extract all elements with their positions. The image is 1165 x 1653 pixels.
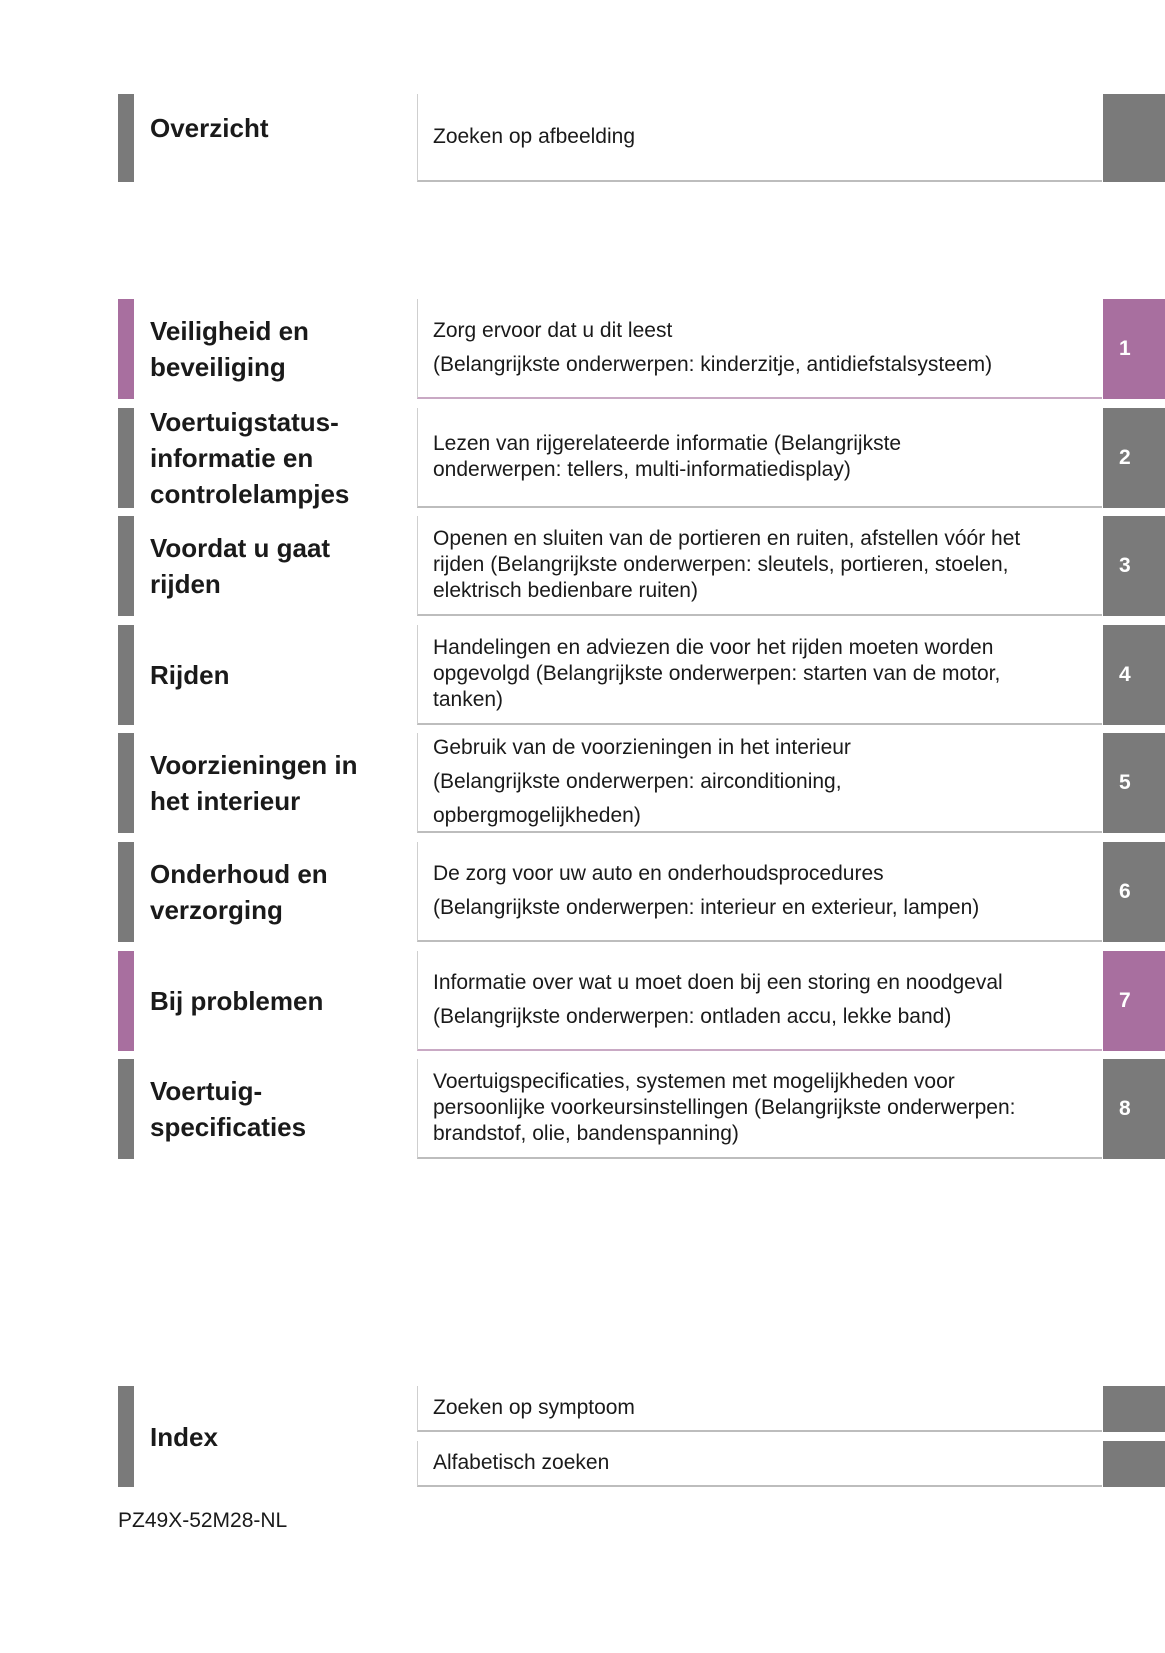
chapter-title: [150, 408, 410, 508]
section-bar: [118, 1059, 134, 1159]
chapter-row-8[interactable]: [118, 1059, 1165, 1159]
chapter-title-line: Onderhoud en: [150, 859, 328, 889]
chapter-title-line: Bij problemen: [150, 985, 324, 1016]
chapter-title: [150, 951, 410, 1051]
chapter-description-line: Handelingen en adviezen die voor het rijden moeten worden: [433, 635, 994, 659]
chapter-title-line: Veiligheid en: [150, 316, 309, 346]
chapter-description-line: (Belangrijkste onderwerpen: airconditioning,: [433, 770, 842, 794]
chapter-tab[interactable]: 7: [1103, 951, 1165, 1051]
chapter-title: [150, 516, 410, 616]
chapter-title: [150, 1059, 410, 1159]
chapter-title-line: Voertuig-: [150, 1076, 263, 1107]
chapter-description-line: (Belangrijkste onderwerpen: interieur en exterieur, lampen): [433, 896, 980, 919]
section-bar: [118, 951, 134, 1051]
chapter-description: [417, 1059, 1102, 1159]
overview-section[interactable]: [118, 94, 1165, 182]
index-item-label: Zoeken op symptoom: [433, 1396, 635, 1419]
chapter-title-line: beveiliging: [150, 352, 286, 382]
chapter-description-line: Openen en sluiten van de portieren en ruiten, afstellen vóór het: [433, 527, 1021, 551]
chapter-description: [417, 951, 1102, 1051]
overview-title: Overzicht: [150, 113, 269, 143]
index-tab[interactable]: [1103, 1441, 1165, 1487]
index-alphabetical-search[interactable]: [417, 1441, 1165, 1487]
chapter-row-2[interactable]: [118, 408, 1165, 508]
section-bar: [118, 1386, 134, 1487]
chapter-row-4[interactable]: [118, 625, 1165, 725]
chapter-description-line: opgevolgd (Belangrijkste onderwerpen: starten van de motor,: [433, 661, 1001, 685]
chapter-description: [417, 299, 1102, 399]
chapter-title-line: het interieur: [150, 786, 301, 817]
section-bar: [118, 94, 134, 182]
chapter-title-line: informatie en: [150, 442, 314, 473]
section-bar: [118, 625, 134, 725]
chapter-description-line: onderwerpen: tellers, multi-informatiedisplay): [433, 457, 851, 481]
chapter-description-line: (Belangrijkste onderwerpen: kinderzitje, antidiefstalsysteem): [433, 353, 993, 376]
overview-description-text: Zoeken op afbeelding: [433, 125, 635, 148]
chapter-description-line: Gebruik van de voorzieningen in het interieur: [433, 736, 851, 760]
chapter-description-line: tanken): [433, 687, 504, 711]
chapter-title-line: specificaties: [150, 1112, 307, 1143]
chapter-description-line: elektrisch bedienbare ruiten): [433, 579, 698, 603]
chapter-description-line: Voertuigspecificaties, systemen met mogelijkheden voor: [433, 1070, 955, 1094]
index-title: Index: [150, 1421, 218, 1452]
chapter-row-6[interactable]: [118, 842, 1165, 942]
chapter-row-7[interactable]: [118, 951, 1165, 1051]
chapter-description-line: (Belangrijkste onderwerpen: ontladen accu, lekke band): [433, 1004, 952, 1028]
chapter-description-line: De zorg voor uw auto en onderhoudsprocedures: [433, 862, 884, 885]
overview-description[interactable]: [417, 94, 1102, 182]
chapter-title: [150, 842, 410, 942]
section-bar: [118, 299, 134, 399]
chapter-description: [417, 408, 1102, 508]
chapter-description-line: rijden (Belangrijkste onderwerpen: sleutels, portieren, stoelen,: [433, 553, 1009, 577]
document-code: PZ49X-52M28-NL: [118, 1509, 288, 1532]
section-bar: [118, 842, 134, 942]
chapter-tab[interactable]: 1: [1103, 299, 1165, 399]
index-item-label: Alfabetisch zoeken: [433, 1451, 610, 1474]
chapter-tab[interactable]: 8: [1103, 1059, 1165, 1159]
chapter-title-line: Voordat u gaat: [150, 533, 331, 564]
chapter-tab[interactable]: 4: [1103, 625, 1165, 725]
chapter-title-line: Voertuigstatus-: [150, 406, 339, 437]
chapter-description-line: Zorg ervoor dat u dit leest: [433, 319, 673, 342]
chapter-description-line: brandstof, olie, bandenspanning): [433, 1122, 739, 1146]
chapter-row-1[interactable]: [118, 299, 1165, 399]
chapter-title-line: Rijden: [150, 659, 230, 690]
chapter-title: [150, 625, 410, 725]
chapter-description: [417, 733, 1102, 833]
section-bar: [118, 408, 134, 508]
chapter-title-line: controlelampjes: [150, 478, 350, 509]
chapter-description-line: Lezen van rijgerelateerde informatie (Belangrijkste: [433, 431, 902, 455]
chapter-title: [150, 299, 410, 399]
index-item-box: [417, 1441, 1102, 1487]
index-item-box: [417, 1386, 1102, 1432]
chapter-tab[interactable]: 3: [1103, 516, 1165, 616]
index-tab[interactable]: [1103, 1386, 1165, 1432]
chapter-description: [417, 842, 1102, 942]
chapter-tab[interactable]: 2: [1103, 408, 1165, 508]
chapter-title-line: verzorging: [150, 895, 283, 925]
chapter-tab[interactable]: 5: [1103, 733, 1165, 833]
section-bar: [118, 516, 134, 616]
chapter-description: [417, 516, 1102, 616]
index-symptom-search[interactable]: [417, 1386, 1165, 1432]
chapter-description-line: Informatie over wat u moet doen bij een storing en noodgeval: [433, 970, 1003, 994]
chapter-tab[interactable]: 6: [1103, 842, 1165, 942]
overview-tab[interactable]: [1103, 94, 1165, 182]
chapter-title: [150, 733, 410, 833]
chapter-description-line: persoonlijke voorkeursinstellingen (Belangrijkste onderwerpen:: [433, 1096, 1016, 1120]
chapter-row-3[interactable]: [118, 516, 1165, 616]
chapter-title-line: Voorzieningen in: [150, 750, 358, 781]
chapter-title-line: rijden: [150, 569, 221, 600]
chapter-description: [417, 625, 1102, 725]
chapter-row-5[interactable]: [118, 733, 1165, 833]
section-bar: [118, 733, 134, 833]
chapter-description-line: opbergmogelijkheden): [433, 804, 641, 828]
